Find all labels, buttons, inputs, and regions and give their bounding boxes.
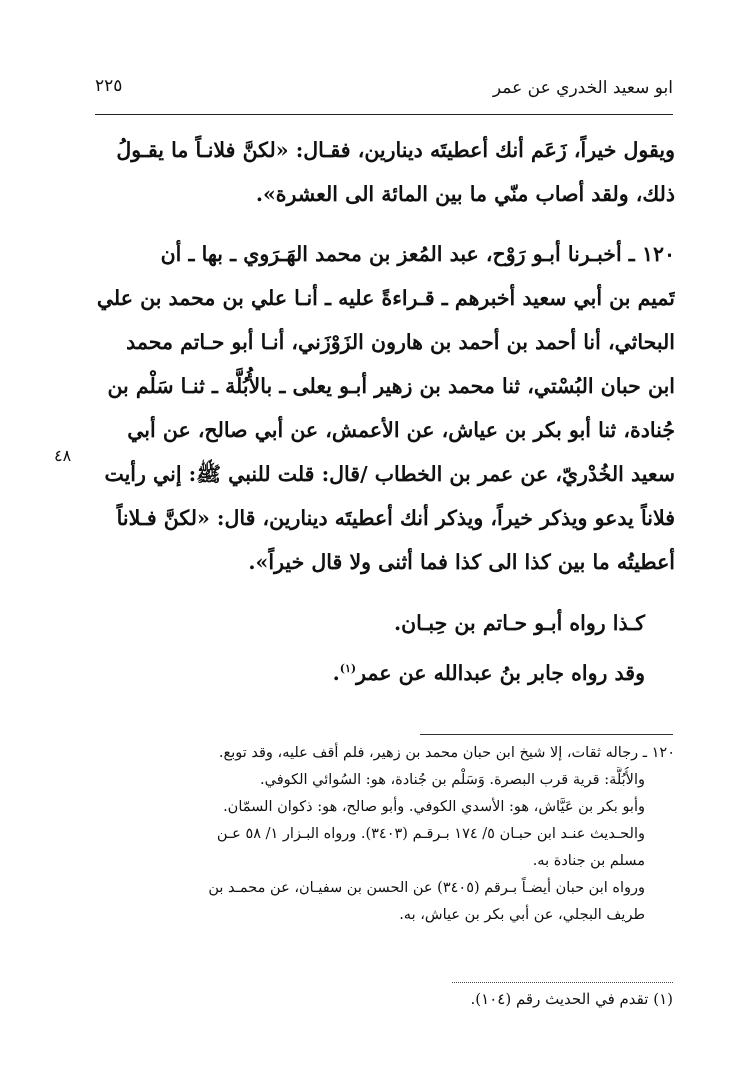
running-title: ابو سعيد الخدري عن عمر [492,78,673,98]
footnote-rule [420,734,673,735]
footnote-line: والأُبُلَّة: قرية قرب البصرة. وَسَلْم بن جُنادة، هو: السُوائي الكوفي. [260,772,645,788]
main-text [95,128,675,692]
footnote-line: طريف البجلي، عن أبي بكر بن عياش، به. [399,907,645,923]
margin-page-reference: ٤٨ [54,446,72,465]
page-header [95,72,673,104]
footnote-line: ١٢٠ ـ رجاله ثقات، إلا شيخ ابن حبان محمد بن زهير، فلم أقف عليه، وقد توبع. [218,745,675,761]
endnote-1: (١) تقدم في الحديث رقم (١٠٤). [470,990,673,1008]
closing-text: وقد رواه جابر بنُ عبدالله عن عمر [356,660,645,685]
closing-line: كـذا رواه أبـو حـاتم بن حِبـان. [393,611,645,635]
paragraph-gap [95,216,675,232]
text-line: ١٢٠ ـ أخبـرنا أبـو رَوْح، عبد المُعز بن محمد الهَـرَوي ـ بها ـ أن [160,242,675,266]
text-line: تَميم بن أبي سعيد أخبرهم ـ قـراءةً عليه ـ أنـا علي بن محمد بن علي [96,286,675,310]
footnote-marker: (١) [339,662,357,675]
paragraph-gap [95,584,675,600]
footnote-line: والحـديث عنـد ابن حبـان ٥/ ١٧٤ بـرقـم (٣٤٠٣). ورواه البـزار ١/ ٥٨ عـن [216,826,645,842]
text-line: فلاناً يدعو ويذكر خيراً، ويذكر أنك أعطيتَه دينارين، قال: «لكنَّ فـلاناً [116,506,675,530]
closing-period: . [332,660,340,685]
header-rule [95,114,673,115]
text-line: ويقول خيراً، زَعَم أنك أعطيتَه دينارين، فقـال: «لكنَّ فلانـاً ما يقـولُ [116,138,675,162]
footnote-line: مسلم بن جنادة به. [532,853,645,869]
footnote-line: ورواه ابن حبان أيضـاً بـرقم (٣٤٠٥) عن الحسن بن سفيـان، عن محمـد بن [208,880,645,896]
dotted-rule [452,982,673,983]
footnotes [95,740,675,929]
text-line: البحاثي، أنا أحمد بن أحمد بن هارون الزَوْزَني، أنـا أبو حـاتم محمد [126,330,675,354]
text-line: جُنادة، ثنا أبو بكر بن عياش، عن الأعمش، عن أبي صالح، عن أبي [127,418,675,442]
closing-line [95,646,675,692]
text-line: ذلك، ولقد أصاب منّي ما بين المائة الى العشرة». [255,182,675,206]
text-line: أعطيتُه ما بين كذا الى كذا فما أثنى ولا قال خيراً». [248,550,675,574]
page-number: ٢٢٥ [95,76,123,96]
text-line: سعيد الخُدْريّ، عن عمر بن الخطاب /قال: قلت للنبي ﷺ: إني رأيت [104,462,675,486]
footnote-line: وأبو بكر بن عَيَّاش، هو: الأسدي الكوفي. وأبو صالح، هو: ذكوان السمّان. [223,799,645,815]
text-line: ابن حبان البُسْتي، ثنا محمد بن زهير أبـو يعلى ـ بالأُبُلَّة ـ ثنـا سَلْم بن [107,374,675,398]
